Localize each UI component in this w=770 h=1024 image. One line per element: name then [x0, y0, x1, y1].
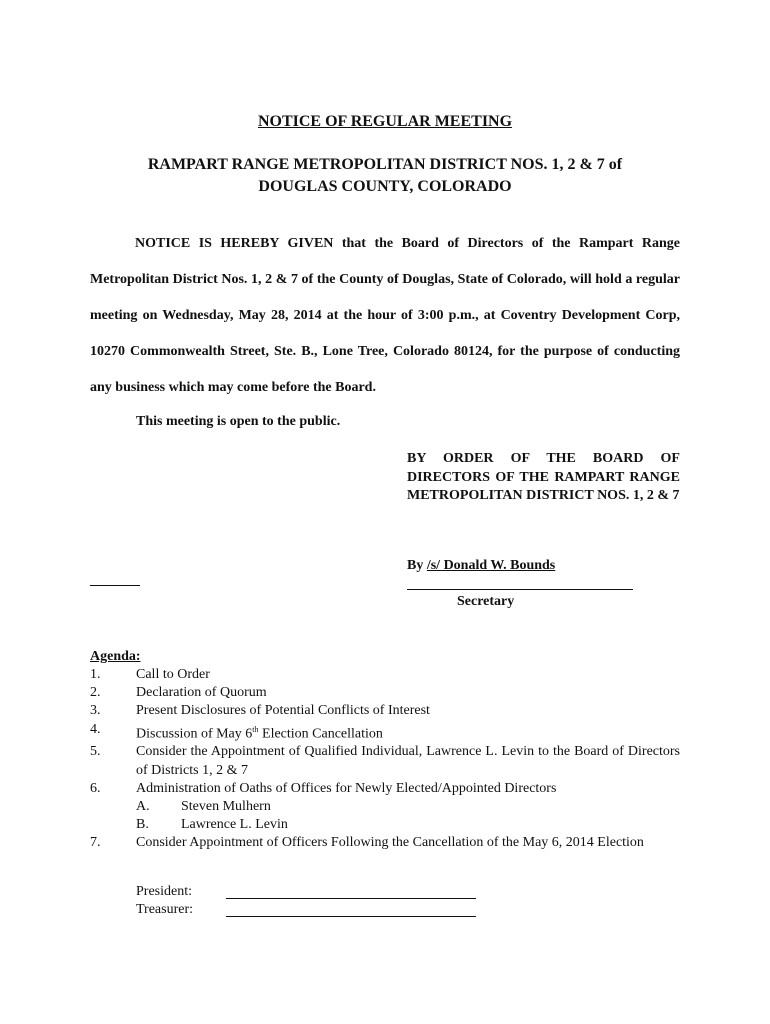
agenda-item-text-after: Election Cancellation: [258, 726, 383, 742]
agenda-item-number: 5.: [90, 744, 101, 760]
public-notice-line: This meeting is open to the public.: [136, 414, 341, 429]
agenda-item: [90, 721, 680, 744]
agenda-item: [90, 702, 680, 720]
agenda-item-superscript: th: [252, 724, 259, 734]
agenda-sub-item: [90, 816, 680, 834]
agenda-item-text: Present Disclosures of Potential Conflicts of Interest: [136, 703, 430, 719]
agenda-item-number: 2.: [90, 685, 101, 701]
district-heading-line2: DOUGLAS COUNTY, COLORADO: [258, 178, 512, 195]
agenda-item-number: 1.: [90, 667, 101, 682]
agenda-item-number: 6.: [90, 780, 101, 796]
agenda-item: [90, 666, 680, 684]
signature-underline-wrap: [90, 585, 140, 586]
agenda-item: [90, 834, 680, 852]
notice-paragraph-text: NOTICE IS HEREBY GIVEN that the Board of Directors of the Rampart Range Metropolitan District Nos. 1, 2 & 7 of the County of Douglas, State of Colorado, will hold a regular meeting on Wednesday, May 28, 2014 at the hour of 3:00 p.m., at Coventry Development Corp, 10270 Commonwealth Street, Ste. B., Lone Tree, Colorado 80124, for the purpose of conducting any business which may come before the Board.: [90, 236, 680, 395]
agenda-heading: Agenda:: [90, 649, 141, 664]
agenda-item-number: 3.: [90, 703, 101, 719]
agenda-item: [90, 743, 680, 779]
agenda-sub-item: [90, 798, 680, 816]
agenda-item: [90, 684, 680, 702]
agenda-item: [90, 780, 680, 798]
agenda-item-text: Administration of Oaths of Offices for Newly Elected/Appointed Directors: [136, 780, 557, 796]
officer-blank-line: [226, 884, 476, 899]
agenda-item-text: Declaration of Quorum: [136, 685, 267, 701]
signer-role: Secretary: [457, 594, 515, 609]
officer-row-president: [136, 883, 476, 901]
officer-blanks: [136, 883, 476, 919]
agenda-sub-item-text: Steven Mulhern: [181, 799, 271, 815]
by-order-block: BY ORDER OF THE BOARD OF DIRECTORS OF THE RAMPART RANGE METROPOLITAN DISTRICT NOS. 1, 2 & 7: [407, 451, 680, 503]
agenda-item-text: Consider the Appointment of Qualified Individual, Lawrence L. Levin to the Board of Directors of Districts 1, 2 & 7: [136, 744, 680, 778]
officer-label: Treasurer:: [136, 902, 194, 918]
agenda-sub-item-letter: B.: [136, 817, 149, 833]
notice-paragraph: [90, 226, 680, 406]
notice-title: NOTICE OF REGULAR MEETING: [257, 113, 513, 130]
agenda-sub-item-letter: A.: [136, 799, 150, 815]
district-heading: [90, 154, 680, 198]
by-prefix: By: [407, 558, 424, 573]
agenda-item-number: 4.: [90, 721, 101, 737]
officer-label: President:: [136, 884, 192, 899]
agenda-item-text: Call to Order: [136, 667, 210, 682]
signature-line: [407, 558, 770, 590]
agenda-list: [90, 666, 680, 853]
signature-underline: [407, 575, 633, 590]
signature-name: /s/ Donald W. Bounds: [426, 558, 556, 573]
agenda-item-text: Consider Appointment of Officers Following the Cancellation of the May 6, 2014 Election: [136, 835, 644, 851]
agenda-item-text-before: Discussion of May 6: [136, 726, 253, 742]
officer-blank-line: [226, 902, 476, 917]
agenda-sub-item-text: Lawrence L. Levin: [181, 817, 288, 833]
officer-row-treasurer: [136, 901, 476, 919]
district-heading-line1: RAMPART RANGE METROPOLITAN DISTRICT NOS. 1, 2 & 7 of: [147, 156, 623, 173]
agenda-item-number: 7.: [90, 835, 101, 851]
